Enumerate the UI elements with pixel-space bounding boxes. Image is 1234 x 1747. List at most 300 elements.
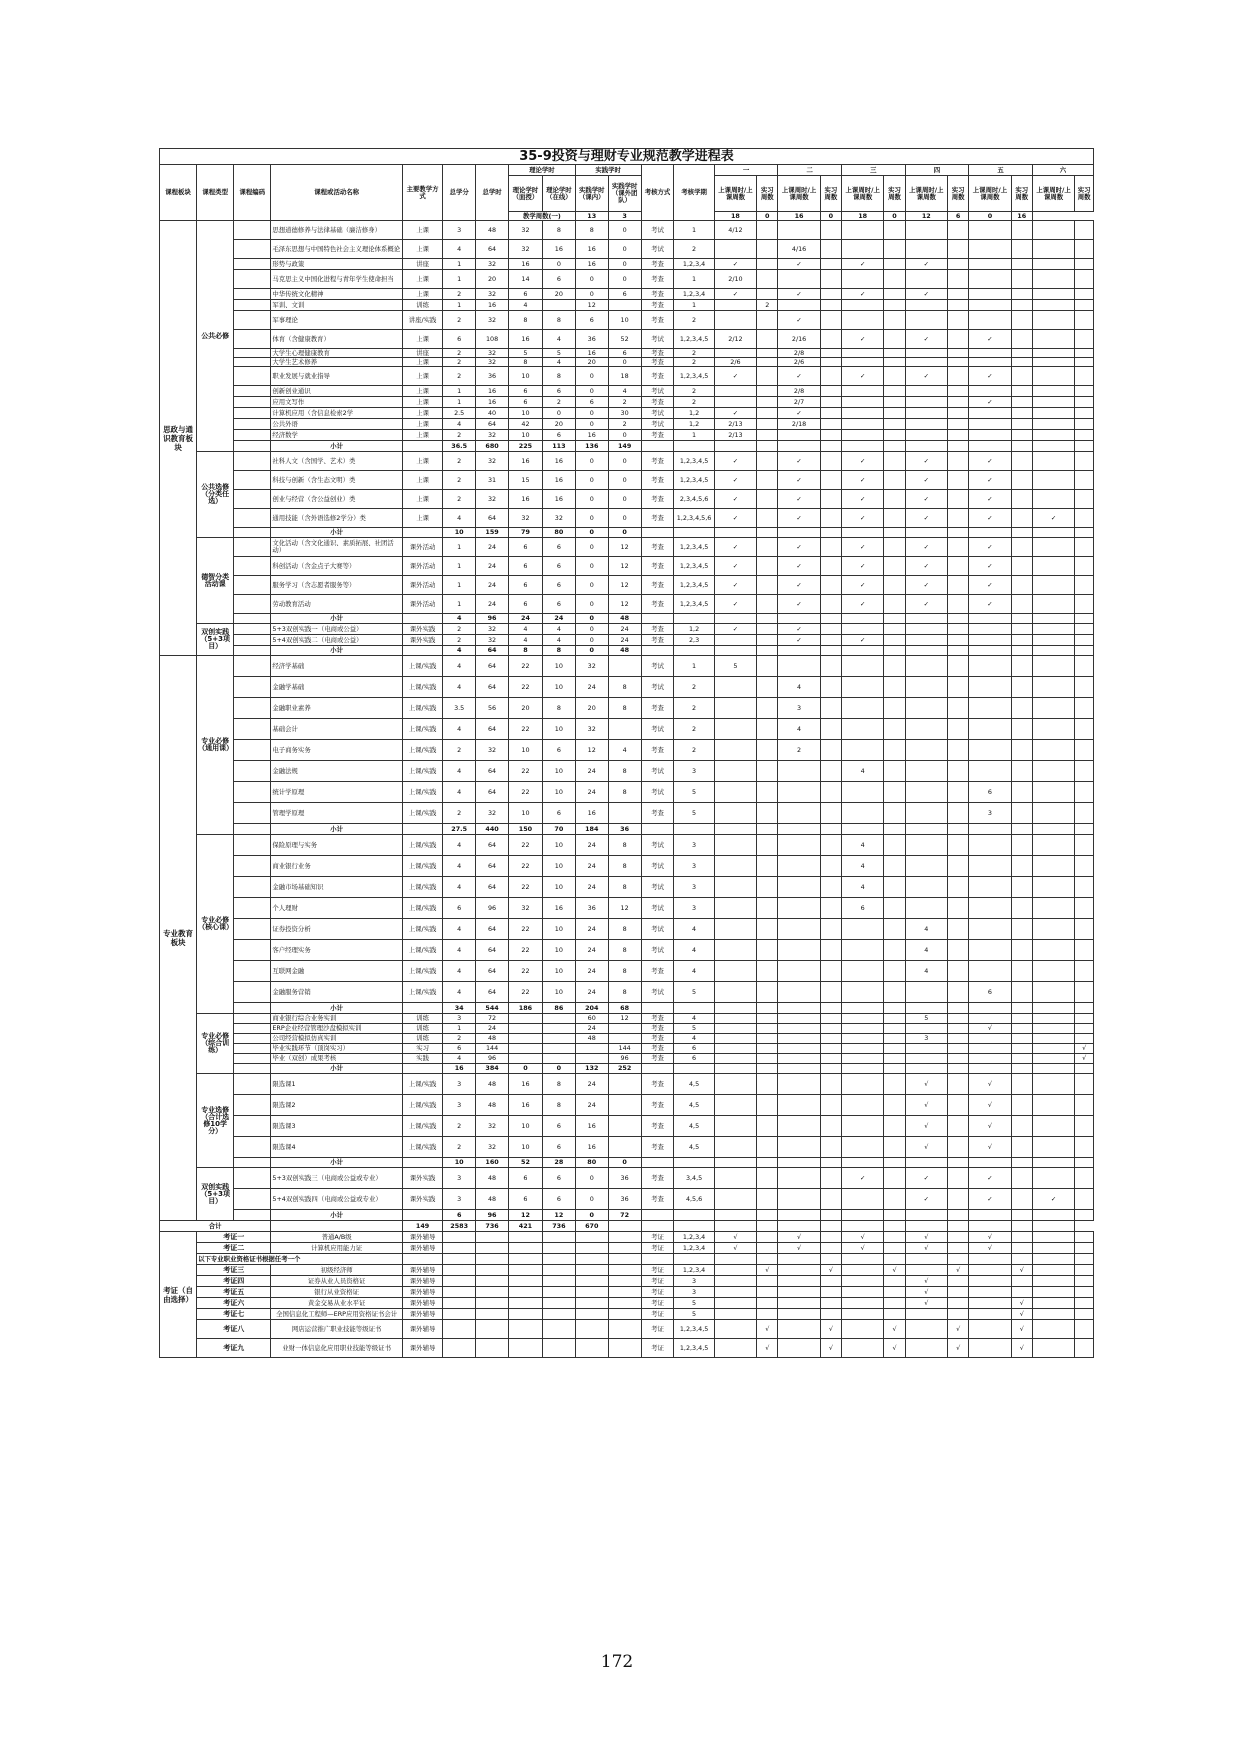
table-cell — [542, 1265, 575, 1276]
table-cell — [1011, 408, 1032, 419]
table-cell — [757, 259, 778, 270]
table-cell — [969, 430, 1011, 441]
table-cell — [884, 635, 905, 646]
table-cell — [884, 528, 905, 538]
table-row — [160, 221, 1094, 240]
table-cell — [1011, 1243, 1032, 1254]
table-cell: 16 — [542, 490, 575, 509]
table-cell — [757, 1034, 778, 1044]
table-cell: 上课 — [402, 452, 442, 471]
table-cell — [841, 719, 883, 740]
table-cell — [820, 538, 841, 557]
table-cell: 32 — [542, 509, 575, 528]
table-cell — [1011, 1254, 1032, 1265]
table-cell — [905, 982, 947, 1003]
table-cell: 上课 — [402, 221, 442, 240]
table-cell — [948, 270, 969, 289]
table-cell: 3 — [674, 856, 714, 877]
table-cell — [542, 1034, 575, 1044]
table-cell — [884, 397, 905, 408]
course-name-cell: 劳动教育活动 — [271, 595, 403, 614]
table-cell — [1075, 408, 1094, 419]
table-cell: 6 — [542, 386, 575, 397]
table-cell — [1075, 1232, 1094, 1243]
table-row — [160, 646, 1094, 656]
table-cell — [969, 1158, 1011, 1168]
table-cell — [1032, 761, 1074, 782]
table-cell — [1075, 259, 1094, 270]
table-cell: 上课/实践 — [402, 1074, 442, 1095]
table-row — [160, 289, 1094, 300]
table-cell: 上课/实践 — [402, 898, 442, 919]
table-cell: 16 — [476, 300, 509, 311]
table-cell — [757, 803, 778, 824]
course-name-cell: 通用技能（含外语选修2学分）类 — [271, 509, 403, 528]
table-cell — [714, 835, 756, 856]
table-cell: 考查 — [641, 803, 674, 824]
table-cell: 0 — [575, 528, 608, 538]
table-cell: 204 — [575, 1003, 608, 1014]
table-cell — [948, 982, 969, 1003]
table-cell — [714, 1210, 756, 1221]
table-cell — [905, 656, 947, 677]
table-cell — [714, 982, 756, 1003]
table-cell: 0 — [608, 1158, 641, 1168]
table-cell: 4,5,6 — [674, 1189, 714, 1210]
table-cell — [757, 441, 778, 452]
table-cell — [1011, 311, 1032, 330]
table-cell — [714, 1254, 756, 1265]
table-cell: 0 — [575, 576, 608, 595]
table-cell: 3 — [674, 877, 714, 898]
table-cell — [969, 419, 1011, 430]
table-cell: √ — [884, 1320, 905, 1339]
table-cell — [778, 1189, 820, 1210]
table-cell — [905, 1221, 947, 1232]
table-cell — [575, 1243, 608, 1254]
table-cell: 8 — [608, 940, 641, 961]
teach-weeks-value: 6 — [948, 212, 969, 221]
table-cell: 2 — [674, 386, 714, 397]
table-cell: 2/6 — [778, 358, 820, 367]
table-cell — [841, 919, 883, 940]
table-cell: ✓ — [905, 1168, 947, 1189]
table-cell: 22 — [508, 782, 542, 803]
table-cell: 4 — [542, 624, 575, 635]
table-cell — [1032, 430, 1074, 441]
table-cell: 0 — [575, 538, 608, 557]
table-cell: 4 — [905, 940, 947, 961]
table-cell — [1011, 1034, 1032, 1044]
table-cell — [714, 1298, 756, 1309]
table-row — [160, 1095, 1094, 1116]
table-cell: 22 — [508, 677, 542, 698]
table-cell — [757, 877, 778, 898]
table-cell: 0 — [608, 358, 641, 367]
table-cell: 108 — [476, 330, 509, 349]
table-cell: 上课 — [402, 430, 442, 441]
table-cell: ✓ — [778, 538, 820, 557]
table-cell: ✓ — [841, 330, 883, 349]
teach-weeks-value: 16 — [1011, 212, 1032, 221]
table-cell: 4 — [443, 982, 476, 1003]
table-cell — [1011, 221, 1032, 240]
table-cell: 16 — [508, 1074, 542, 1095]
teach-weeks-value: 0 — [757, 212, 778, 221]
table-cell — [905, 719, 947, 740]
table-cell — [948, 221, 969, 240]
table-row — [160, 1320, 1094, 1339]
table-cell — [841, 300, 883, 311]
cert-label: 考证二 — [197, 1243, 271, 1254]
table-cell: 24 — [575, 1074, 608, 1095]
table-cell — [905, 782, 947, 803]
table-cell: 考查 — [641, 740, 674, 761]
table-cell — [778, 221, 820, 240]
table-cell: 22 — [508, 919, 542, 940]
type-cell: 专业必修（通用课） — [197, 656, 234, 835]
table-cell — [820, 441, 841, 452]
table-cell: ✓ — [841, 635, 883, 646]
table-cell — [820, 919, 841, 940]
table-cell: 32 — [476, 635, 509, 646]
table-cell — [948, 1014, 969, 1024]
table-row — [160, 635, 1094, 646]
table-cell — [905, 677, 947, 698]
table-cell: 6 — [608, 349, 641, 358]
table-cell: 4/12 — [714, 221, 756, 240]
table-cell — [969, 240, 1011, 259]
table-cell: 6 — [841, 898, 883, 919]
table-cell: 36 — [476, 367, 509, 386]
table-cell: 2/16 — [778, 330, 820, 349]
table-cell: 考试 — [641, 761, 674, 782]
table-cell — [969, 259, 1011, 270]
table-row — [160, 490, 1094, 509]
table-cell — [714, 1003, 756, 1014]
table-cell — [1011, 1287, 1032, 1298]
table-cell: 24 — [476, 538, 509, 557]
table-cell — [608, 1137, 641, 1158]
table-cell — [948, 719, 969, 740]
table-cell: 2 — [757, 300, 778, 311]
table-cell — [1075, 509, 1094, 528]
table-cell: 上课 — [402, 419, 442, 430]
table-cell — [884, 349, 905, 358]
table-cell — [820, 1287, 841, 1298]
table-cell — [884, 1014, 905, 1024]
table-cell: 184 — [575, 824, 608, 835]
table-cell — [884, 1232, 905, 1243]
table-cell — [948, 1003, 969, 1014]
cert-label: 考证一 — [197, 1232, 271, 1243]
table-cell — [969, 898, 1011, 919]
table-cell — [1075, 635, 1094, 646]
table-cell: 2 — [608, 397, 641, 408]
table-cell — [542, 1320, 575, 1339]
table-row — [160, 1044, 1094, 1054]
table-cell — [1032, 441, 1074, 452]
code-cell — [234, 311, 271, 330]
table-cell: 1,2 — [674, 408, 714, 419]
table-cell — [1032, 289, 1074, 300]
table-cell: 课外辅导 — [402, 1276, 442, 1287]
table-cell: 1 — [443, 557, 476, 576]
table-cell: 22 — [508, 982, 542, 1003]
table-cell — [1075, 1309, 1094, 1320]
table-row — [160, 1158, 1094, 1168]
cert-label: 考证九 — [197, 1339, 271, 1358]
table-cell — [1075, 1003, 1094, 1014]
page-number: 172 — [600, 1652, 634, 1672]
table-cell: 3 — [443, 1189, 476, 1210]
table-cell — [476, 1232, 509, 1243]
table-cell — [575, 1339, 608, 1358]
table-cell — [884, 656, 905, 677]
table-cell — [884, 1210, 905, 1221]
table-cell: 12 — [575, 300, 608, 311]
table-cell: 32 — [476, 358, 509, 367]
table-cell: 上课/实践 — [402, 698, 442, 719]
table-cell — [1032, 635, 1074, 646]
table-cell: 0 — [575, 490, 608, 509]
table-cell — [820, 349, 841, 358]
table-cell — [905, 1309, 947, 1320]
table-cell — [608, 719, 641, 740]
table-cell: 736 — [476, 1221, 509, 1232]
table-cell: 736 — [542, 1221, 575, 1232]
table-cell — [1011, 441, 1032, 452]
table-cell: 考证 — [641, 1276, 674, 1287]
header-class-week: 上课周时/上课周数 — [841, 176, 883, 212]
table-cell — [641, 1003, 674, 1014]
table-cell: 32 — [476, 259, 509, 270]
table-row — [160, 1221, 1094, 1232]
table-row — [160, 1210, 1094, 1221]
table-cell: ✓ — [714, 557, 756, 576]
course-name-cell: 银行从业资格证 — [271, 1287, 403, 1298]
table-cell — [820, 1298, 841, 1309]
code-cell — [234, 698, 271, 719]
table-cell: 2 — [542, 397, 575, 408]
table-cell: 20 — [476, 270, 509, 289]
table-cell: ✓ — [778, 595, 820, 614]
table-cell: √ — [1011, 1320, 1032, 1339]
table-cell — [948, 635, 969, 646]
table-cell — [1011, 1232, 1032, 1243]
table-cell — [508, 1034, 542, 1044]
table-cell — [778, 1320, 820, 1339]
cert-label: 考证三 — [197, 1265, 271, 1276]
table-cell — [714, 961, 756, 982]
header-class-week: 上课周时/上课周数 — [905, 176, 947, 212]
table-cell — [778, 919, 820, 940]
table-cell: ✓ — [714, 538, 756, 557]
table-cell — [820, 1034, 841, 1044]
table-cell: 159 — [476, 528, 509, 538]
table-cell: 考查 — [641, 538, 674, 557]
table-cell: √ — [1075, 1054, 1094, 1064]
table-cell — [884, 1095, 905, 1116]
table-row — [160, 311, 1094, 330]
table-row — [160, 1265, 1094, 1276]
table-cell: 上课/实践 — [402, 740, 442, 761]
table-cell — [1075, 1210, 1094, 1221]
table-cell — [608, 1034, 641, 1044]
table-cell — [948, 919, 969, 940]
table-cell: 上课 — [402, 367, 442, 386]
table-cell — [820, 528, 841, 538]
table-cell: 课外辅导 — [402, 1265, 442, 1276]
table-cell: 5 — [674, 1309, 714, 1320]
table-cell — [969, 1320, 1011, 1339]
table-cell: 32 — [476, 624, 509, 635]
header-intern-week: 实习周数 — [1011, 176, 1032, 212]
table-cell — [575, 1232, 608, 1243]
table-cell: 0 — [608, 430, 641, 441]
table-cell: 10 — [508, 408, 542, 419]
table-cell: 32 — [476, 452, 509, 471]
table-cell: 6 — [542, 1116, 575, 1137]
table-cell — [1032, 919, 1074, 940]
table-row — [160, 961, 1094, 982]
table-cell — [757, 1116, 778, 1137]
table-cell — [969, 677, 1011, 698]
table-row — [160, 835, 1094, 856]
table-cell — [905, 1210, 947, 1221]
table-cell — [1075, 614, 1094, 624]
table-cell — [820, 740, 841, 761]
course-name-cell: 黄金交易从业水平证 — [271, 1298, 403, 1309]
table-cell: ✓ — [778, 408, 820, 419]
table-cell: ✓ — [905, 509, 947, 528]
table-cell — [778, 1298, 820, 1309]
table-cell: 1 — [443, 538, 476, 557]
table-cell — [905, 740, 947, 761]
table-cell — [1075, 698, 1094, 719]
table-cell — [1075, 656, 1094, 677]
table-cell: 课外辅导 — [402, 1243, 442, 1254]
table-cell: 考试 — [641, 982, 674, 1003]
table-cell — [778, 614, 820, 624]
table-cell: 考查 — [641, 1014, 674, 1024]
table-cell: 12 — [542, 1210, 575, 1221]
table-cell — [820, 557, 841, 576]
table-cell — [476, 1287, 509, 1298]
header-theory-face: 理论学时（面授） — [508, 176, 542, 212]
table-cell — [1011, 595, 1032, 614]
table-row — [160, 624, 1094, 635]
table-cell: 课外活动 — [402, 557, 442, 576]
table-cell: 4 — [841, 835, 883, 856]
table-cell: 80 — [575, 1158, 608, 1168]
table-cell: 36.5 — [443, 441, 476, 452]
table-cell — [969, 221, 1011, 240]
table-cell — [542, 1243, 575, 1254]
table-cell — [820, 698, 841, 719]
table-cell — [1011, 300, 1032, 311]
table-cell — [820, 677, 841, 698]
table-cell — [1075, 1254, 1094, 1265]
table-cell — [508, 1339, 542, 1358]
course-name-cell: 金融职业素养 — [271, 698, 403, 719]
table-cell: ✓ — [714, 576, 756, 595]
table-cell — [1011, 961, 1032, 982]
table-cell — [820, 1074, 841, 1095]
table-cell — [1032, 1210, 1074, 1221]
table-cell — [1011, 761, 1032, 782]
table-cell: ✓ — [969, 1168, 1011, 1189]
table-cell — [1075, 940, 1094, 961]
header-intern-week: 实习周数 — [1075, 176, 1094, 212]
table-cell — [778, 961, 820, 982]
course-name-cell: 形势与政策 — [271, 259, 403, 270]
table-cell: 4 — [443, 419, 476, 430]
table-cell: 2583 — [443, 1221, 476, 1232]
table-cell — [905, 835, 947, 856]
table-cell — [841, 397, 883, 408]
table-cell: 上课 — [402, 330, 442, 349]
table-cell: 6 — [542, 803, 575, 824]
code-cell — [234, 557, 271, 576]
table-cell: 0 — [575, 289, 608, 300]
table-cell: 10 — [508, 1137, 542, 1158]
table-cell — [1032, 1064, 1074, 1074]
table-cell — [1011, 740, 1032, 761]
table-cell: ✓ — [969, 330, 1011, 349]
table-cell — [714, 397, 756, 408]
table-cell — [820, 1095, 841, 1116]
code-cell — [234, 576, 271, 595]
table-row — [160, 259, 1094, 270]
code-cell — [234, 1014, 271, 1024]
table-cell: 考查 — [641, 430, 674, 441]
table-cell: 实践 — [402, 1054, 442, 1064]
table-cell — [905, 1064, 947, 1074]
table-cell — [948, 349, 969, 358]
total-label: 合计 — [160, 1221, 271, 1232]
table-cell — [841, 782, 883, 803]
table-cell: ✓ — [714, 408, 756, 419]
table-cell: 113 — [542, 441, 575, 452]
table-cell — [757, 367, 778, 386]
table-cell: 24 — [575, 835, 608, 856]
table-row — [160, 1168, 1094, 1189]
table-cell — [905, 528, 947, 538]
table-cell: ✓ — [841, 452, 883, 471]
table-cell: 10 — [542, 919, 575, 940]
table-cell — [1075, 1320, 1094, 1339]
table-cell — [757, 1189, 778, 1210]
table-cell: 16 — [542, 240, 575, 259]
table-cell — [1032, 1298, 1074, 1309]
table-cell — [1011, 330, 1032, 349]
table-cell: 1,2,3,4,5 — [674, 330, 714, 349]
code-cell — [234, 419, 271, 430]
table-cell — [841, 1074, 883, 1095]
table-cell: 12 — [575, 740, 608, 761]
table-cell: 2 — [443, 624, 476, 635]
teach-weeks-value: 0 — [969, 212, 1011, 221]
table-cell: 考查 — [641, 490, 674, 509]
table-cell: 6 — [542, 430, 575, 441]
course-name-cell: 商业银行业务 — [271, 856, 403, 877]
table-cell: 0 — [608, 259, 641, 270]
table-cell — [714, 441, 756, 452]
table-cell — [969, 624, 1011, 635]
table-cell — [820, 1116, 841, 1137]
header-exam-term: 考核学期 — [674, 165, 714, 221]
